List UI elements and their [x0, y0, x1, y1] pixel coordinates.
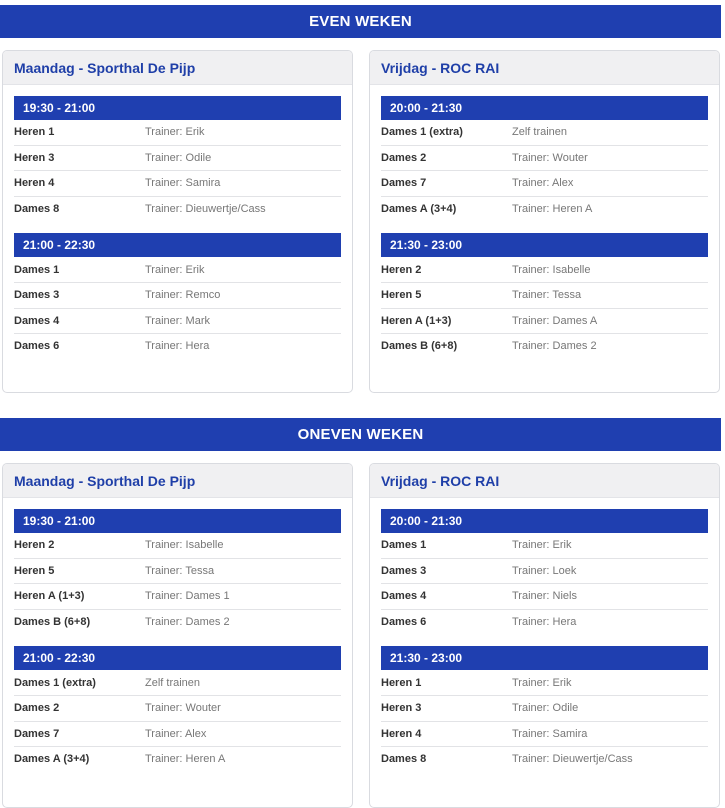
trainer-name: Trainer: Dames 2 [512, 340, 597, 353]
team-name: Dames 7 [381, 177, 427, 190]
trainer-name: Trainer: Dames 1 [145, 590, 230, 603]
table-row [14, 670, 341, 696]
table-row [381, 309, 708, 335]
team-name: Dames 2 [14, 702, 60, 715]
trainer-name: Trainer: Niels [512, 590, 577, 603]
trainer-name: Trainer: Dames 2 [145, 616, 230, 629]
table-row [14, 146, 341, 172]
trainer-name: Trainer: Dieuwertje/Cass [145, 203, 266, 216]
time-slot-title: 21:00 - 22:30 [14, 233, 341, 257]
section-banner-odd: ONEVEN WEKEN [0, 418, 721, 451]
trainer-name: Trainer: Heren A [145, 753, 226, 766]
table-row [381, 696, 708, 722]
team-name: Heren 5 [14, 564, 55, 577]
team-name: Dames B (6+8) [14, 616, 91, 629]
time-slot [14, 646, 341, 771]
table-row [14, 610, 341, 635]
time-slot-title: 20:00 - 21:30 [381, 509, 708, 533]
section-banner-even: EVEN WEKEN [0, 5, 721, 38]
team-name: Dames 8 [381, 753, 427, 766]
trainer-name: Trainer: Alex [512, 177, 574, 190]
table-row [14, 120, 341, 146]
team-name: Heren 2 [14, 539, 55, 552]
team-name: Dames 2 [381, 151, 427, 164]
team-name: Dames 1 (extra) [381, 126, 463, 139]
team-name: Dames 1 (extra) [14, 676, 96, 689]
team-name: Dames 6 [381, 616, 427, 629]
trainer-name: Trainer: Wouter [145, 702, 221, 715]
schedule-card-friday [369, 50, 720, 393]
trainer-name: Trainer: Wouter [512, 151, 588, 164]
trainer-name: Trainer: Dieuwertje/Cass [512, 753, 633, 766]
schedule-card-monday [2, 463, 353, 808]
trainer-name: Trainer: Hera [145, 340, 210, 353]
trainer-name: Trainer: Odile [512, 702, 579, 715]
trainer-name: Trainer: Erik [145, 126, 205, 139]
table-row [381, 584, 708, 610]
table-row [14, 584, 341, 610]
time-slot [381, 96, 708, 221]
trainer-name: Zelf trainen [512, 126, 568, 139]
table-row [14, 257, 341, 283]
trainer-name: Trainer: Erik [145, 263, 205, 276]
time-slot-title: 20:00 - 21:30 [381, 96, 708, 120]
table-row [14, 533, 341, 559]
table-row [14, 309, 341, 335]
team-name: Dames 4 [14, 314, 60, 327]
team-name: Heren 4 [14, 177, 55, 190]
card-header: Vrijdag - ROC RAI [370, 464, 719, 498]
team-name: Heren A (1+3) [14, 590, 85, 603]
table-row [381, 533, 708, 559]
trainer-name: Trainer: Samira [512, 727, 588, 740]
time-slot [381, 509, 708, 634]
team-name: Heren 3 [14, 151, 55, 164]
table-row [381, 257, 708, 283]
team-name: Heren 3 [381, 702, 422, 715]
time-slot [14, 509, 341, 634]
trainer-name: Trainer: Tessa [512, 289, 582, 302]
time-slot-title: 21:30 - 23:00 [381, 646, 708, 670]
trainer-name: Trainer: Erik [512, 676, 572, 689]
trainer-name: Zelf trainen [145, 676, 201, 689]
team-name: Dames 8 [14, 203, 60, 216]
card-header: Vrijdag - ROC RAI [370, 51, 719, 85]
table-row [381, 283, 708, 309]
table-row [381, 670, 708, 696]
trainer-name: Trainer: Isabelle [145, 539, 224, 552]
table-row [14, 722, 341, 748]
team-name: Dames 3 [381, 564, 427, 577]
trainer-name: Trainer: Erik [512, 539, 572, 552]
table-row [14, 334, 341, 359]
team-name: Dames 1 [14, 263, 60, 276]
team-name: Dames 7 [14, 727, 60, 740]
team-name: Heren 2 [381, 263, 422, 276]
table-row [14, 559, 341, 585]
team-name: Dames 1 [381, 539, 427, 552]
time-slot [381, 646, 708, 771]
team-name: Heren 5 [381, 289, 422, 302]
table-row [381, 559, 708, 585]
table-row [381, 171, 708, 197]
time-slot [14, 96, 341, 221]
team-name: Heren A (1+3) [381, 314, 452, 327]
team-name: Dames A (3+4) [381, 203, 457, 216]
trainer-name: Trainer: Remco [145, 289, 221, 302]
team-name: Heren 1 [14, 126, 55, 139]
time-slot-title: 21:30 - 23:00 [381, 233, 708, 257]
table-row [381, 120, 708, 146]
team-name: Heren 1 [381, 676, 422, 689]
team-name: Heren 4 [381, 727, 422, 740]
time-slot [14, 233, 341, 358]
trainer-name: Trainer: Alex [145, 727, 207, 740]
table-row [381, 334, 708, 359]
trainer-name: Trainer: Samira [145, 177, 221, 190]
card-header: Maandag - Sporthal De Pijp [3, 464, 352, 498]
trainer-name: Trainer: Loek [512, 564, 577, 577]
trainer-name: Trainer: Hera [512, 616, 577, 629]
schedule-card-friday [369, 463, 720, 808]
table-row [381, 722, 708, 748]
table-row [14, 696, 341, 722]
table-row [381, 146, 708, 172]
schedule-card-monday [2, 50, 353, 393]
table-row [381, 610, 708, 635]
trainer-name: Trainer: Mark [145, 314, 210, 327]
time-slot-title: 19:30 - 21:00 [14, 509, 341, 533]
card-header: Maandag - Sporthal De Pijp [3, 51, 352, 85]
team-name: Dames 6 [14, 340, 60, 353]
table-row [381, 197, 708, 222]
trainer-name: Trainer: Isabelle [512, 263, 591, 276]
trainer-name: Trainer: Tessa [145, 564, 215, 577]
table-row [14, 283, 341, 309]
team-name: Dames A (3+4) [14, 753, 90, 766]
table-row [14, 171, 341, 197]
time-slot [381, 233, 708, 358]
trainer-name: Trainer: Heren A [512, 203, 593, 216]
table-row [14, 747, 341, 772]
table-row [14, 197, 341, 222]
trainer-name: Trainer: Dames A [512, 314, 598, 327]
team-name: Dames 4 [381, 590, 427, 603]
team-name: Dames B (6+8) [381, 340, 458, 353]
table-row [381, 747, 708, 772]
team-name: Dames 3 [14, 289, 60, 302]
trainer-name: Trainer: Odile [145, 151, 212, 164]
time-slot-title: 19:30 - 21:00 [14, 96, 341, 120]
time-slot-title: 21:00 - 22:30 [14, 646, 341, 670]
